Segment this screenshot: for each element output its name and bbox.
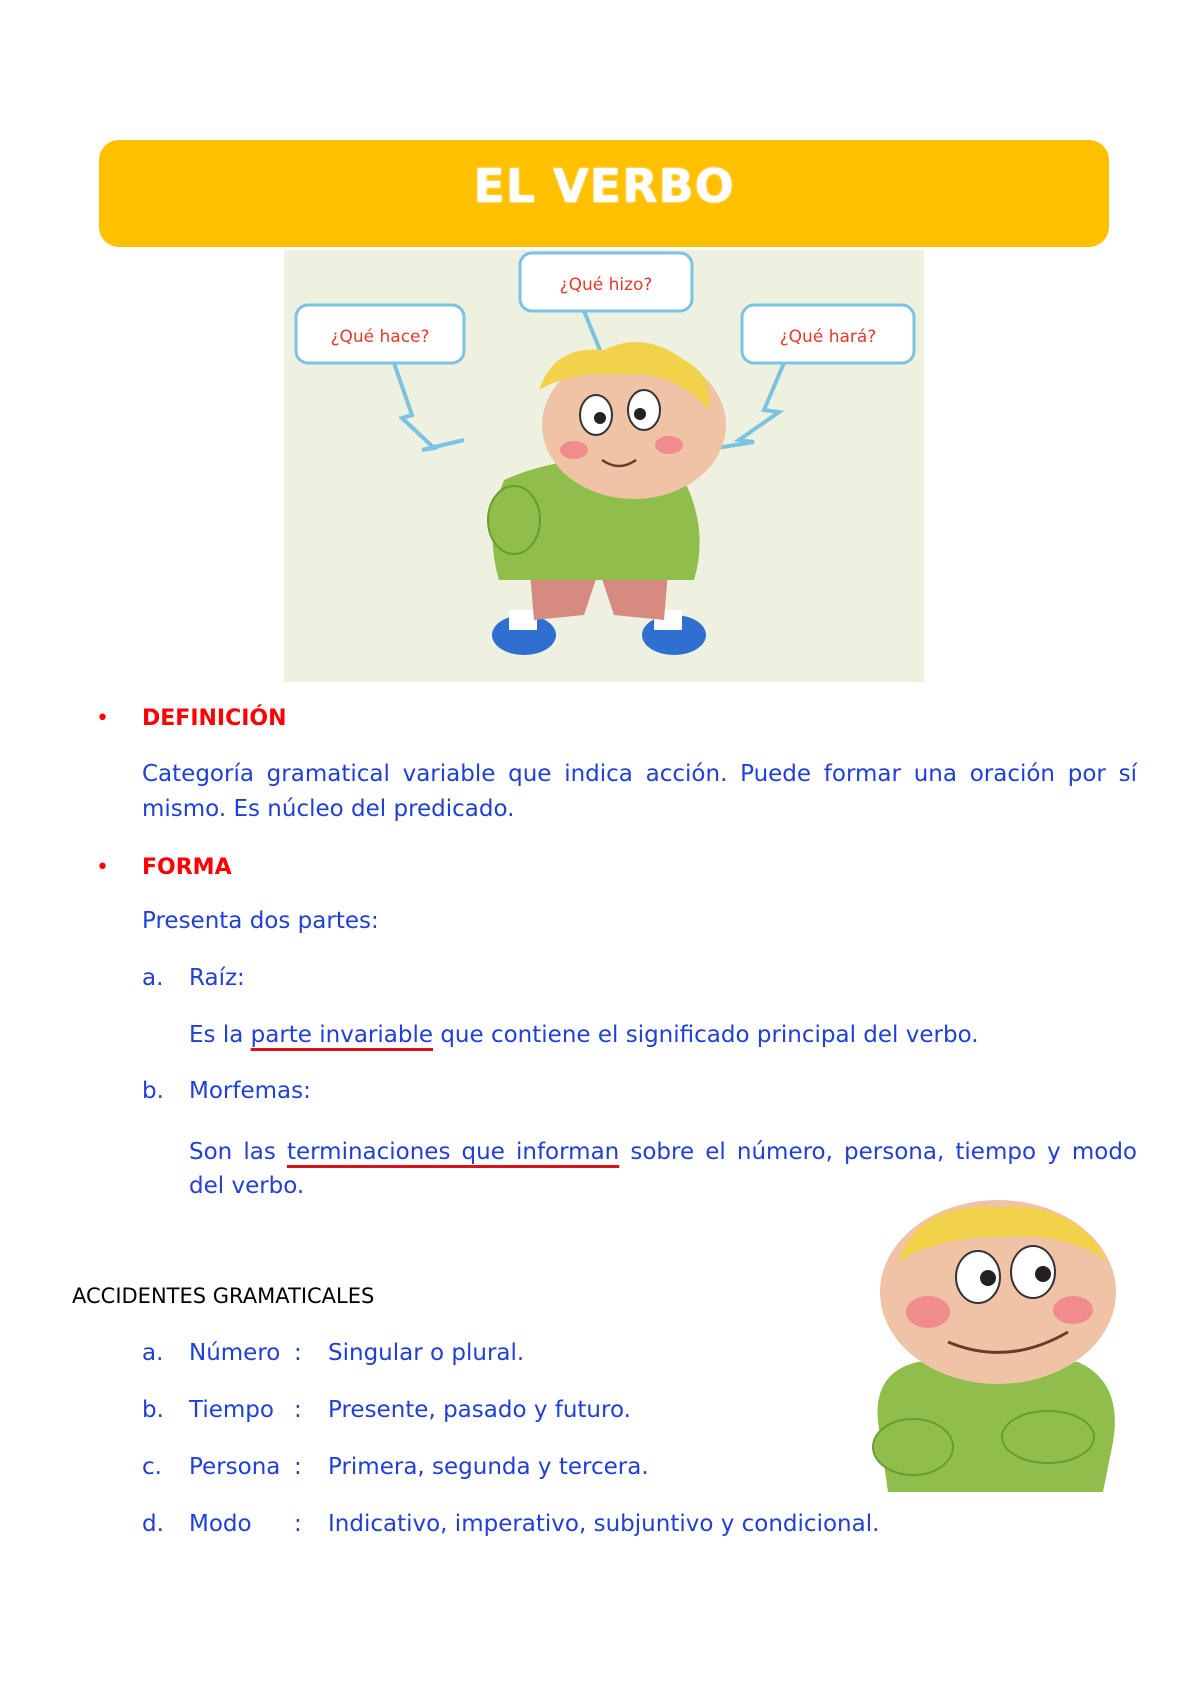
morfemas-marker: b. <box>142 1078 164 1104</box>
page-title: EL VERBO <box>473 158 735 213</box>
smiling-boy-illustration <box>858 1192 1128 1492</box>
raiz-label: Raíz: <box>189 965 245 991</box>
raiz-description: Es la parte invariable que contiene el significado principal del verbo. <box>189 1022 979 1048</box>
morfemas-description: Son las terminaciones que informan sobre el número, persona, tiempo y modo del verbo. <box>189 1139 1138 1199</box>
bubble-center-text: ¿Qué hizo? <box>559 275 653 295</box>
title-banner <box>99 140 1109 247</box>
bullet-definicion: • <box>96 706 109 731</box>
forma-heading: FORMA <box>142 855 232 880</box>
morfemas-label: Morfemas: <box>189 1078 311 1104</box>
morfemas-underlined-term: terminaciones que informan <box>286 1139 620 1165</box>
thinking-boy-illustration <box>284 250 924 682</box>
bubble-left-text: ¿Qué hace? <box>330 327 430 347</box>
raiz-marker: a. <box>142 965 164 991</box>
definicion-heading: DEFINICIÓN <box>142 706 287 731</box>
forma-intro: Presenta dos partes: <box>142 908 379 934</box>
raiz-underlined-term: parte invariable <box>250 1022 434 1048</box>
bullet-forma: • <box>96 855 109 880</box>
definicion-text: Categoría gramatical variable que indica acción. Puede formar una oración por sí mismo. Es núcleo del predicado. <box>142 761 1137 822</box>
bubble-right-text: ¿Qué hará? <box>779 327 877 347</box>
accidentes-heading: ACCIDENTES GRAMATICALES <box>72 1284 375 1308</box>
